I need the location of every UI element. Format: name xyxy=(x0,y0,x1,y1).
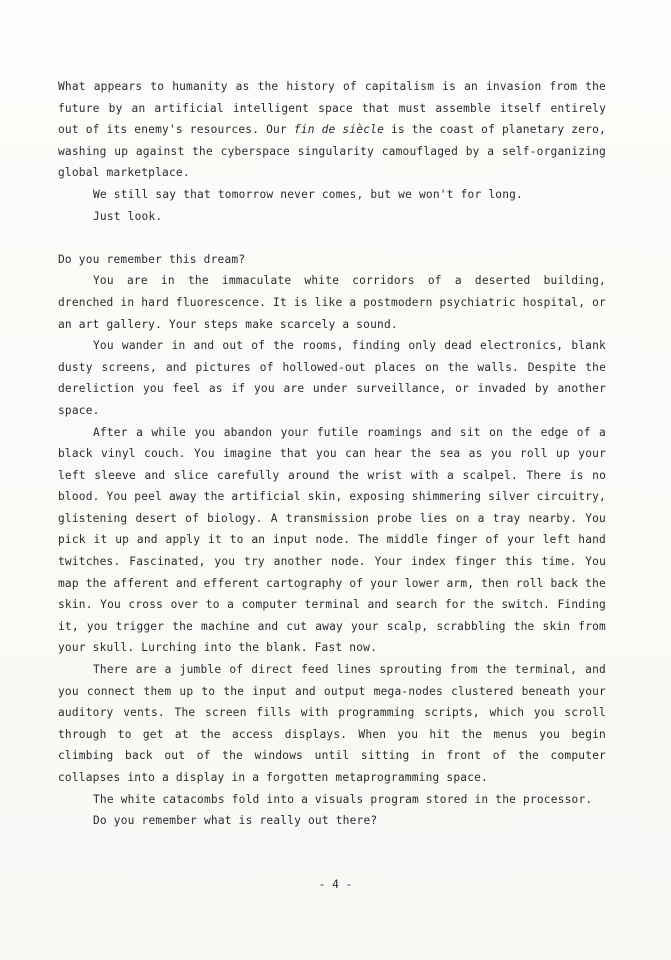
body-text xyxy=(58,76,606,832)
paragraph-tomorrow: We still say that tomorrow never comes, but we won't for long. xyxy=(93,187,523,201)
paragraph-catacombs: The white catacombs fold into a visuals program stored in the processor. xyxy=(93,792,593,806)
paragraph-dream-question: Do you remember this dream? xyxy=(58,252,246,266)
paragraph-couch: After a while you abandon your futile roamings and sit on the edge of a black vinyl couch. You imagine that you can hear the sea as you roll up your left sleeve and slice carefully around the wrist with a scalpel. There is no blood. You peel away the artificial skin, exposing shimmering silver circuitry, glistening desert of biology. A transmission probe lies on a tray nearby. You pick it up and apply it to an input node. The middle finger of your left hand twitches. Fascinated, you try another node. Your index finger this time. You map the afferent and efferent cartography of your lower arm, then roll back the skin. You cross over to a computer terminal and search for the switch. Finding it, you trigger the machine and cut away your scalp, scrabbling the skin from your skull. Lurching into the blank. Fast now. xyxy=(58,425,606,655)
page-number: - 4 - xyxy=(318,878,353,891)
paragraph-opening: What appears to humanity as the history of capitalism is an invasion from the future by an artificial intelligent space that must assemble itself entirely out of its enemy's resources. Our fin de siècle is the coast of planetary zero, washing up against the cyberspace singularity camouflaged by a self-organizing global marketplace. xyxy=(58,80,606,180)
italic-phrase: fin de siècle xyxy=(293,123,385,137)
paragraph-just-look: Just look. xyxy=(93,209,163,223)
paragraph-wander: You wander in and out of the rooms, finding only dead electronics, blank dusty screens, and pictures of hollowed-out places on the walls. Despite the dereliction you feel as if you are under surveillance, or invaded by another space. xyxy=(58,339,606,417)
paragraph-feed-lines: There are a jumble of direct feed lines sprouting from the terminal, and you connect them up to the input and output mega-nodes clustered beneath your auditory vents. The screen fills with programming scripts, which you scroll through to get at the access displays. When you hit the menus you begin climbing back out of the windows until sitting in front of the computer collapses into a display in a forgotten metaprogramming space. xyxy=(58,663,606,784)
paragraph-closing-question: Do you remember what is really out there? xyxy=(93,814,378,828)
paragraph-corridors: You are in the immaculate white corridors of a deserted building, drenched in hard fluorescence. It is like a postmodern psychiatric hospital, or an art gallery. Your steps make scarcely a sound. xyxy=(58,274,606,331)
